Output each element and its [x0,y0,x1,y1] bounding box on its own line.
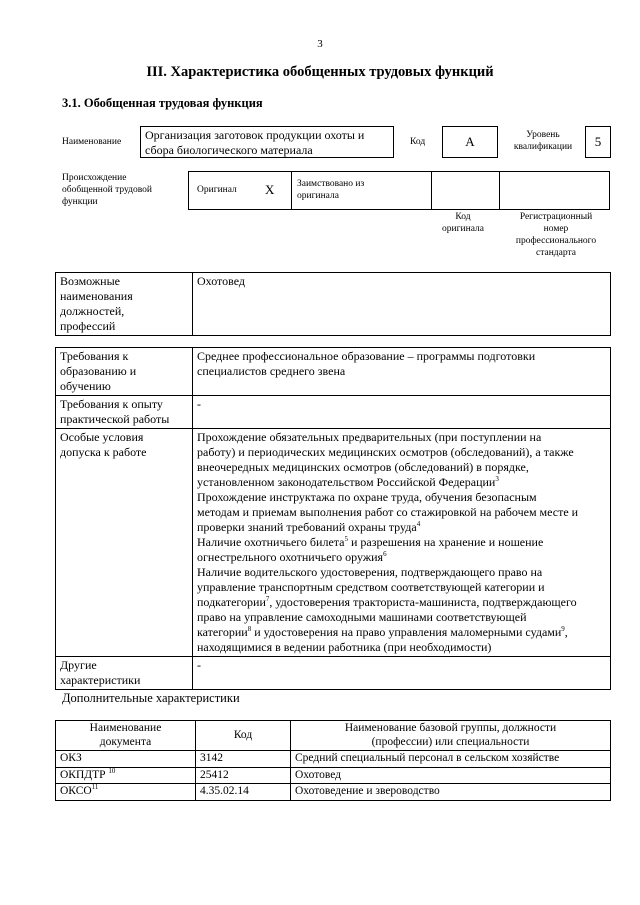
name-value-line1: Организация заготовок продукции охоты и [145,128,365,142]
positions-label-line1: Возможные [60,274,120,288]
positions-label [56,273,193,336]
cond-text: и удостоверения на право управления маломерными судами [251,625,562,639]
cond-text: огнестрельного охотничьего оружия [197,550,384,564]
cond-line: Прохождение обязательных предварительных (при поступлении на [197,430,542,444]
conditions-value [193,429,611,657]
cond-text: категории [197,625,248,639]
conditions-label-line2: допуска к работе [60,445,147,459]
reg-caption [502,211,610,259]
cond-line: право на управление самоходными машинами соответствующей [197,610,527,624]
other-label-line2: характеристики [60,673,141,687]
reg-caption-line4: стандарта [536,248,576,258]
cond-line: управление транспортным средством соответствующей категории и [197,580,545,594]
name-box [140,126,394,158]
positions-table [55,272,611,336]
other-label-line1: Другие [60,658,97,672]
original-mark: X [265,182,275,197]
cond-text: , [564,625,568,639]
cond-text: Наличие охотничьего билета [197,535,345,549]
education-label [56,348,193,396]
footnote-ref: 11 [91,783,99,792]
cond-text: подкатегории [197,595,266,609]
cond-line [197,535,606,550]
original-label: Оригинал [197,185,237,195]
cond-line: методам и приемам выполнения работ со стажировкой на рабочем месте и [197,505,579,519]
level-label [508,129,578,153]
level-label-line2: квалификации [513,142,573,152]
origin-label [62,172,152,208]
page-number: 3 [317,38,323,50]
education-label-line3: обучению [60,379,111,393]
cond-line: находящимися в ведении работника (при необходимости) [197,640,492,654]
cond-line: Наличие водительского удостоверения, подтверждающего право на [197,565,543,579]
name-cell: Охотовед [291,767,611,784]
level-box [585,126,611,158]
education-label-line1: Требования к [60,349,129,363]
name-label: Наименование [62,137,122,147]
cond-line [197,550,606,565]
col-header-doc-line2: документа [99,735,152,748]
reg-caption-line1: Регистрационный [519,212,593,222]
requirements-table [55,347,611,690]
education-line2: специалистов среднего звена [197,364,346,378]
footnote-ref: 10 [108,766,116,775]
table-row [56,767,611,784]
col-header-doc-line1: Наименование [89,722,162,734]
footnote-ref: 3 [495,475,499,483]
col-header-name-line2: (профессии) или специальности [371,735,530,748]
experience-label-line1: Требования к опыту [60,397,163,411]
borrowed-label-line1: Заимствовано из [297,179,365,189]
level-label-line1: Уровень [526,130,560,140]
code-cell: 4.35.02.14 [196,784,291,801]
conditions-label [56,429,193,657]
footnote-ref: 5 [344,535,348,543]
footnote-ref: 7 [265,595,270,603]
education-line1: Среднее профессиональное образование – программы подготовки [197,349,536,363]
footnote-ref: 9 [561,625,565,633]
cond-text: , удостоверения тракториста-машиниста, подтверждающего [269,595,577,609]
cond-text: установленном законодательством Российской Федерации [197,475,496,489]
table-row [56,784,611,801]
origin-label-line2: обобщенной трудовой [62,185,152,195]
code-cell: 25412 [196,767,291,784]
code-caption-line1: Код [455,212,471,222]
reg-caption-line2: номер [543,224,569,234]
doc-cell: ОКЗ [56,751,196,768]
additional-table [55,720,611,801]
origin-box [188,171,610,210]
code-label: Код [410,137,426,147]
cond-line: внеочередных медицинских осмотров (обследований) в порядке, [197,460,529,474]
cond-line: работу) и периодических медицинских осмотров (обследований), а также [197,445,574,459]
origin-label-line1: Происхождение [62,173,127,183]
positions-label-line2: наименования [60,289,133,303]
section-title: III. Характеристика обобщенных трудовых функций [146,64,494,80]
name-cell: Охотоведение и звероводство [291,784,611,801]
borrowed-label-line2: оригинала [297,191,339,201]
origin-label-line3: функции [62,197,98,207]
experience-label-line2: практической работы [60,412,170,426]
code-caption-line2: оригинала [442,224,484,234]
code-caption [430,211,496,235]
cond-line [197,625,606,640]
doc-cell: ОКСО$^{11}$ [56,784,196,801]
cond-line [197,475,606,490]
level-value: 5 [594,134,602,149]
other-label [56,657,193,690]
name-value-line2: сбора биологического материала [145,142,313,157]
col-header-name-line1: Наименование базовой группы, должности [344,722,557,734]
education-value [193,348,611,396]
doc-cell: ОКПДТР $^{10}$ [56,767,196,784]
name-cell: Средний специальный персонал в сельском хозяйстве [291,751,611,768]
col-header-code: Код [196,721,291,751]
cond-line: Прохождение инструктажа по охране труда, обучения безопасным [197,490,537,504]
reg-caption-line3: профессионального [515,236,597,246]
table-row [56,751,611,768]
experience-value: - [193,396,611,429]
other-value: - [193,657,611,690]
cond-text: и разрешения на хранение и ношение [347,535,544,549]
borrowed-label [297,178,364,202]
positions-label-line3: должностей, [60,304,125,318]
footnote-ref: 6 [383,550,387,558]
cond-text: проверки знаний требований охраны труда [197,520,417,534]
conditions-label-line1: Особые условия [60,430,144,444]
positions-value: Охотовед [193,273,611,336]
col-header-doc [56,721,196,751]
footnote-ref: 8 [247,625,252,633]
experience-label [56,396,193,429]
additional-title: Дополнительные характеристики [62,691,240,705]
code-box [442,126,498,158]
positions-label-line4: профессий [60,319,116,333]
col-header-name [291,721,611,751]
subsection-title: 3.1. Обобщенная трудовая функция [62,96,263,110]
education-label-line2: образованию и [60,364,137,378]
cond-line [197,595,606,610]
code-value: А [465,134,475,149]
cond-line [197,520,606,535]
code-cell: 3142 [196,751,291,768]
footnote-ref: 4 [416,520,421,528]
